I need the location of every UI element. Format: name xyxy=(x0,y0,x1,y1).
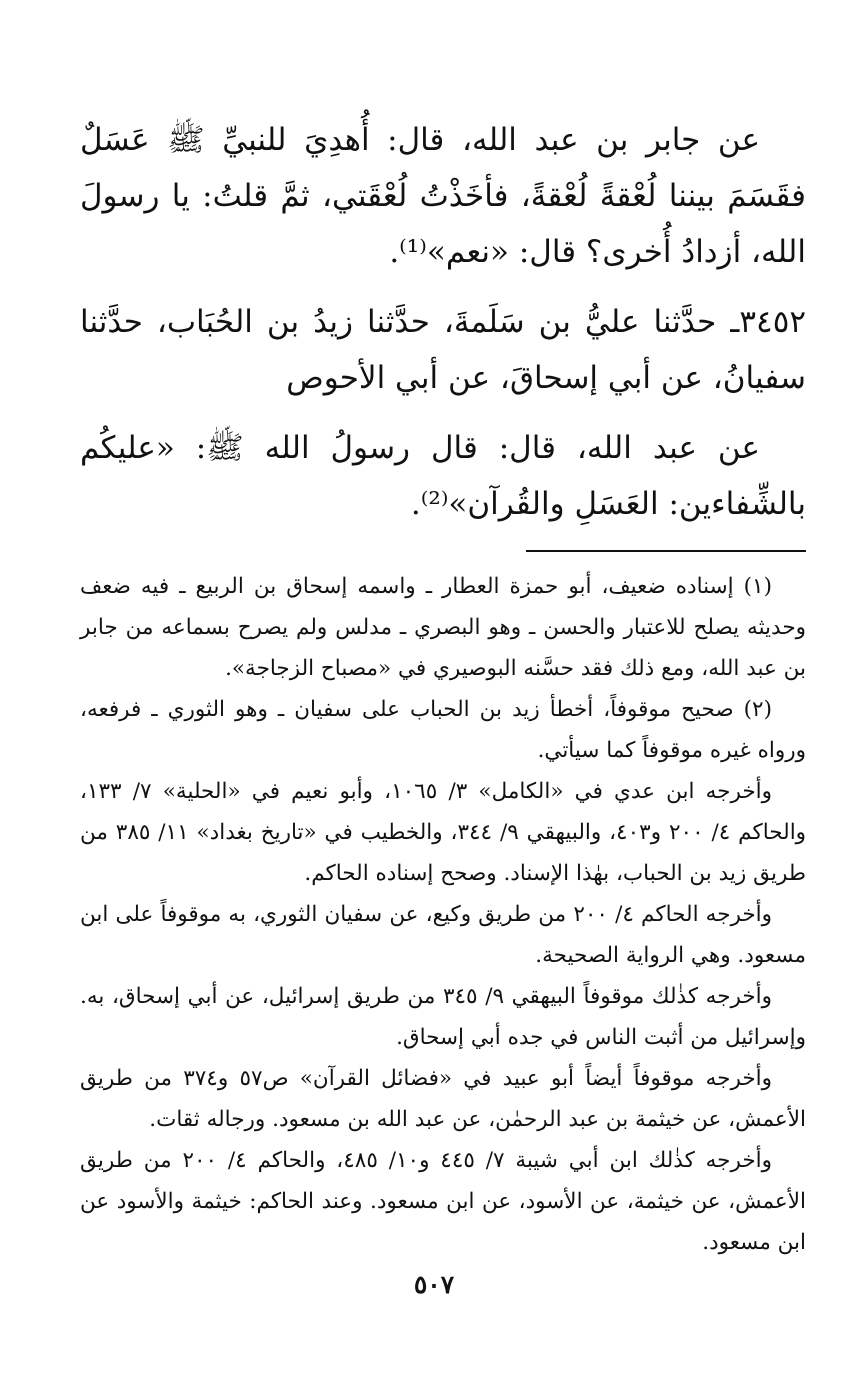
footnote-2-ref-bayhaqi: وأخرجه كذٰلك موقوفاً البيهقي ٩/ ٣٤٥ من طريق إسرائيل، عن أبي إسحاق، به. وإسرائيل من أثبت الناس في جده أبي إسحاق. xyxy=(80,984,806,1050)
footnote-1: (١) إسناده ضعيف، أبو حمزة العطار ـ واسمه إسحاق بن الربيع ـ فيه ضعف وحديثه يصلح للاعتبار والحسن ـ وهو البصري ـ مدلس ولم يصرح بسماعه من جابر بن عبد الله، ومع ذلك فقد حسَّنه البوصيري في «مصباح الزجاجة». xyxy=(80,574,806,681)
footnote-2-ref-hakim: وأخرجه الحاكم ٤/ ٢٠٠ من طريق وكيع، عن سفيان الثوري، به موقوفاً على ابن مسعود. وهي الرواية الصحيحة. xyxy=(80,902,806,968)
footnote-2: (٢) صحيح موقوفاً، أخطأ زيد بن الحباب على سفيان ـ وهو الثوري ـ فرفعه، ورواه غيره موقوفاً كما سيأتي. xyxy=(80,697,806,763)
footnote-2-ref-ibn-adi: وأخرجه ابن عدي في «الكامل» ٣/ ١٠٦٥، وأبو نعيم في «الحلية» ٧/ ١٣٣، والحاكم ٤/ ٢٠٠ و٤٠٣، والبيهقي ٩/ ٣٤٤، والخطيب في «تاريخ بغداد» ١١/ ٣٨٥ من طريق زيد بن الحباب، بهٰذا الإسناد. وصحح إسناده الحاكم. xyxy=(80,779,807,886)
page-number: ٥٠٧ xyxy=(413,1270,455,1299)
footnotes xyxy=(80,566,806,1263)
footnote-2-ref-ibn-abi-shaybah: وأخرجه كذٰلك ابن أبي شيبة ٧/ ٤٤٥ و١٠/ ٤٨٥، والحاكم ٤/ ٢٠٠ من طريق الأعمش، عن خيثمة، عن الأسود، عن ابن مسعود. وعند الحاكم: خيثمة والأسود عن ابن مسعود. xyxy=(80,1148,806,1255)
hadith-paragraph-1: عن جابر بن عبد الله، قال: أُهدِيَ للنبيِّ ﷺ عَسَلٌ فقَسَمَ بيننا لُعْقةً لُعْقةً، فأخَذْتُ لُعْقَتي، ثمَّ قلتُ: يا رسولَ الله، أزدادُ أُخرى؟ قال: «نعم»⁽¹⁾. xyxy=(80,122,806,270)
hadith-paragraph-3: عن عبد الله، قال: قال رسولُ الله ﷺ: «عليكُم بالشِّفاءين: العَسَلِ والقُرآن»⁽²⁾. xyxy=(80,430,806,522)
hadith-paragraph-2: ٣٤٥٢ـ حدَّثنا عليُّ بن سَلَمةَ، حدَّثنا زيدُ بن الحُبَاب، حدَّثنا سفيانُ، عن أبي إسحاقَ، عن أبي الأحوص xyxy=(80,304,806,396)
footnote-2-ref-abu-ubaid: وأخرجه موقوفاً أيضاً أبو عبيد في «فضائل القرآن» ص٥٧ و٣٧٤ من طريق الأعمش، عن خيثمة بن عبد الرحمٰن، عن عبد الله بن مسعود. ورجاله ثقات. xyxy=(80,1066,806,1132)
footnote-divider xyxy=(526,550,806,552)
hadith-text xyxy=(80,112,806,532)
book-page xyxy=(80,112,806,1263)
